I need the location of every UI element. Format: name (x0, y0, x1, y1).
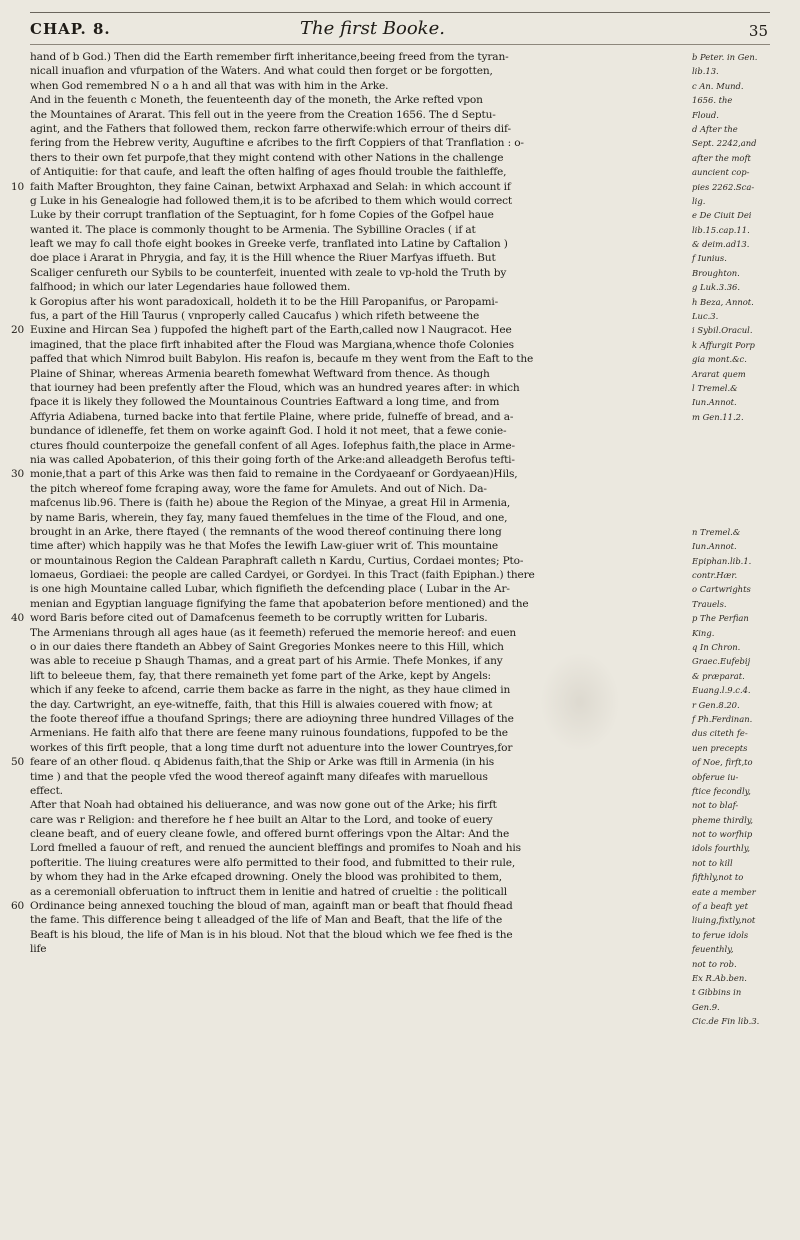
margin-note: contr.Hær. (692, 570, 738, 581)
margin-note (692, 496, 788, 510)
line-text: bundance of idleneffe, fet them on worke againft God. I hold it not meet, that a fewe conie- (30, 425, 507, 438)
margin-note: lig. (692, 195, 706, 206)
text-line (30, 525, 690, 539)
running-head (30, 18, 770, 46)
margin-notes-column (692, 50, 788, 1029)
margin-note: Broughton. (692, 267, 740, 278)
line-text: Affyria Adiabena, turned backe into that fertile Plaine, where pride, fulneffe of bread, and a- (30, 410, 514, 423)
margin-note (692, 482, 788, 496)
text-line (10, 180, 690, 194)
margin-note: auncient cop- (692, 167, 750, 178)
line-text: falfhood; in which our later Legendaries haue followed them. (30, 281, 351, 294)
line-text: of Antiquitie: for that caufe, and leaft the often halfing of ages fhould trouble the faithleffe, (30, 166, 507, 179)
text-line (30, 798, 690, 812)
text-line (30, 626, 690, 640)
text-line (30, 395, 690, 409)
margin-note: pies 2262.Sca- (692, 181, 755, 192)
text-line (30, 338, 690, 352)
main-text-column (10, 50, 690, 957)
line-text: time ) and that the people vfed the wood thereof againft many difeafes with maruellous (30, 770, 488, 783)
text-line (30, 194, 690, 208)
margin-note: m Gen.11.2. (692, 411, 744, 422)
line-text: g Luke in his Genealogie had followed them,it is to be afcribed to them which would correct (30, 194, 513, 207)
margin-note: d After the (692, 123, 738, 134)
line-text: care was r Religion: and therefore he f hee built an Altar to the Lord, and tooke of euery (30, 813, 493, 826)
margin-note: Sept. 2242,and (692, 138, 757, 149)
margin-note: eate a member (692, 886, 756, 897)
page-number: 35 (748, 22, 768, 40)
line-number: 20 (10, 324, 24, 337)
margin-note: liuing,fixtly,not (692, 915, 756, 926)
line-text: effect. (30, 784, 63, 797)
text-line (30, 928, 690, 942)
margin-note: fifthly,not to (692, 872, 744, 883)
margin-note: ftice fecondly, (692, 785, 751, 796)
book-title: The first Booke. (300, 18, 445, 39)
line-text: by whom they had in the Arke efcaped drowning. Onely the blood was prohibited to them, (30, 871, 502, 884)
text-line (30, 424, 690, 438)
text-line (30, 280, 690, 294)
margin-note: f Iunius. (692, 253, 727, 264)
text-line (10, 323, 690, 337)
line-text: the foote thereof iffue a thoufand Springs; there are adioyning three hundred Villages of the (30, 712, 514, 725)
line-text: Scaliger cenfureth our Sybils to be counterfeit, inuented with zeale to vp-hold the Truth by (30, 266, 507, 279)
line-text: nia was called Apobaterion, of this their going forth of the Arke:and alleadgeth Berofus tefti- (30, 453, 515, 466)
line-text: menian and Egyptian language fignifying the fame that apobaterion before mentioned) and the (30, 597, 529, 610)
margin-note: uen precepts (692, 742, 748, 753)
margin-note: q In Chron. (692, 642, 741, 653)
margin-note: k Affurgit Porp (692, 339, 755, 350)
text-line (30, 496, 690, 510)
text-line (30, 381, 690, 395)
margin-note: gia mont.&c. (692, 354, 747, 365)
line-text: nicall inuafion and vfurpation of the Waters. And what could then forget or be forgotten, (30, 65, 493, 78)
text-line (10, 611, 690, 625)
margin-note (692, 424, 788, 438)
header-rule (30, 44, 770, 45)
text-line (30, 482, 690, 496)
line-text: leaft we may fo call thofe eight bookes in Greeke verfe, tranflated into Latine by Caftalion ) (30, 238, 508, 251)
text-line (30, 554, 690, 568)
top-rule (30, 12, 770, 13)
margin-note: not to rob. (692, 958, 737, 969)
margin-note: e De Ciuit Dei (692, 210, 752, 221)
margin-note (692, 453, 788, 467)
text-line (30, 79, 690, 93)
margin-note: idols fourthly, (692, 843, 750, 854)
margin-note: & deim.ad13. (692, 239, 750, 250)
text-line (30, 136, 690, 150)
margin-note: Luc.3. (692, 311, 719, 322)
line-text: the Mountaines of Ararat. This fell out in the yeere from the Creation 1656. The d Septu- (30, 108, 496, 121)
margin-note: obferue iu- (692, 771, 739, 782)
line-text: the fame. This difference being t alleadged of the life of Man and Beaft, that the life of the (30, 914, 503, 927)
text-line (30, 582, 690, 596)
text-line (30, 856, 690, 870)
margin-note: not to kill (692, 857, 733, 868)
line-text: mafcenus lib.96. There is (faith he) aboue the Region of the Minyae, a great Hil in Armenia, (30, 497, 511, 510)
chapter-label: CHAP. 8. (30, 20, 111, 38)
line-text: o in our daies there ftandeth an Abbey of Saint Gregories Monkes neere to this Hill, which (30, 641, 504, 654)
margin-note: n Tremel.& (692, 526, 741, 537)
margin-note: Ex R.Ab.ben. (692, 973, 747, 983)
text-line (10, 755, 690, 769)
line-text: as a ceremoniall obferuation to inftruct them in lenitie and hatred of crueltie : the politicall (30, 885, 507, 898)
text-line (30, 352, 690, 366)
margin-note: feuenthly, (692, 944, 734, 955)
line-text: feare of an other floud. q Abidenus faith,that the Ship or Arke was ftill in Armenia (in his (30, 756, 495, 769)
line-text: Plaine of Shinar, whereas Armenia beareth fomewhat Weftward from thence. As though (30, 367, 490, 380)
line-text: which if any feeke to afcend, carrie them backe as farre in the night, as they haue climed in (30, 684, 511, 697)
margin-note: r Gen.8.20. (692, 699, 740, 710)
line-text: time after) which happily was he that Mofes the Iewifh Law-giuer writ of. This mountaine (30, 540, 499, 553)
margin-note: o Cartwrights (692, 584, 751, 595)
text-line (30, 913, 690, 927)
text-line (30, 108, 690, 122)
line-text: life (30, 943, 47, 956)
margin-note: Floud. (692, 109, 719, 120)
line-text: imagined, that the place firft inhabited after the Floud was Margiana,whence thofe Colonies (30, 338, 514, 351)
margin-note: lib.13. (692, 66, 719, 77)
text-line (30, 165, 690, 179)
line-text: wanted it. The place is commonly thought to be Armenia. The Sybilline Oracles ( if at (30, 223, 476, 236)
text-line (30, 597, 690, 611)
line-text: paffed that which Nimrod built Babylon. His reafon is, becaufe m they went from the Eaft to the (30, 353, 534, 366)
margin-note: b Peter. in Gen. (692, 52, 758, 62)
margin-note: Graec.Eufebij (692, 656, 751, 667)
line-text: the day. Cartwright, an eye-witneffe, faith, that this Hill is alwaies couered with fnow; at (30, 698, 493, 711)
text-line (30, 813, 690, 827)
margin-note: not to blaf- (692, 800, 739, 811)
line-text: Lord fmelled a fauour of reft, and renued the auncient bleffings and promifes to Noah and his (30, 842, 521, 855)
margin-note: Cic.de Fin lib.3. (692, 1016, 760, 1027)
line-text: hand of b God.) Then did the Earth remember firft inheritance,beeing freed from the tyran- (30, 51, 509, 63)
margin-note: of a beaft yet (692, 901, 748, 912)
line-number: 10 (10, 180, 24, 193)
margin-note: dus citeth fe- (692, 728, 748, 739)
margin-note: Trauels. (692, 598, 727, 609)
text-line (30, 266, 690, 280)
line-text: After that Noah had obtained his deliuerance, and was now gone out of the Arke; his firft (30, 799, 497, 812)
line-number: 50 (10, 756, 24, 769)
margin-note: King. (692, 627, 715, 638)
text-line (30, 870, 690, 884)
line-text: faith Mafter Broughton, they faine Cainan, betwixt Arphaxad and Selah: in which account if (30, 180, 511, 193)
line-text: And in the feuenth c Moneth, the feuenteenth day of the moneth, the Arke refted vpon (30, 94, 483, 107)
text-line (30, 251, 690, 265)
line-text: by name Baris, wherein, they fay, many faued themfelues in the time of the Floud, and one, (30, 511, 508, 524)
margin-note: after the moft (692, 152, 751, 163)
text-line (30, 295, 690, 309)
text-line (30, 208, 690, 222)
margin-note: & præparat. (692, 670, 745, 681)
margin-note: Gen.9. (692, 1001, 720, 1012)
line-text: word Baris before cited out of Damafcenus feemeth to be corruptly written for Lubaris. (30, 612, 488, 625)
margin-note: 1656. the (692, 95, 733, 106)
text-line (30, 122, 690, 136)
line-number: 40 (10, 612, 24, 625)
line-text: Luke by their corrupt tranflation of the Septuagint, for h fome Copies of the Gofpel haue (30, 209, 494, 222)
margin-note: to ferue idols (692, 929, 749, 940)
line-number: 60 (10, 900, 24, 913)
line-text: the pitch whereof fome fcraping away, wore the fame for Amulets. And out of Nich. Da- (30, 482, 487, 495)
line-text: cleane beaft, and of euery cleane fowle, and offered burnt offerings vpon the Altar: And the (30, 828, 510, 841)
line-text: Euxine and Hircan Sea ) fuppofed the higheft part of the Earth,called now l Naugracot. Hee (30, 324, 512, 337)
margin-note: p The Perfian (692, 613, 749, 624)
text-line (30, 511, 690, 525)
text-line (30, 568, 690, 582)
line-text: or mountainous Region the Caldean Paraphraft calleth n Kardu, Curtius, Cordaei montes; Pto- (30, 554, 524, 567)
line-text: k Goropius after his wont paradoxicall, holdeth it to be the Hill Paropanifus, or Paropami- (30, 295, 499, 308)
text-line (30, 784, 690, 798)
margin-note: lib.15.cap.11. (692, 224, 750, 235)
margin-note: c An. Mund. (692, 80, 744, 91)
text-line (30, 885, 690, 899)
text-line (30, 453, 690, 467)
line-text: The Armenians through all ages haue (as it feemeth) referued the memorie hereof: and euen (30, 626, 517, 639)
text-line (30, 309, 690, 323)
margin-note: Ararat quem (692, 368, 746, 379)
margin-note: Epiphan.lib.1. (692, 555, 752, 566)
line-text: fus, a part of the Hill Taurus ( vnproperly called Caucafus ) which rifeth betweene the (30, 310, 480, 323)
text-line (30, 223, 690, 237)
text-line (30, 367, 690, 381)
line-text: doe place i Ararat in Phrygia, and fay, it is the Hill whence the Riuer Marfyas iffueth. But (30, 252, 496, 265)
line-text: brought in an Arke, there ftayed ( the remnants of the wood thereof continuing there long (30, 525, 502, 538)
line-text: that iourney had been prefently after the Floud, which was an hundred yeares after: in which (30, 381, 520, 394)
margin-note: t Gibbins in (692, 987, 742, 998)
line-text: workes of this firft people, that a long time durft not aduenture into the lower Countryes,for (30, 741, 513, 754)
margin-note (692, 439, 788, 453)
margin-note: Iun.Annot. (692, 397, 737, 408)
line-text: lomaeus, Gordiaei: the people are called Cardyei, or Gordyei. In this Tract (faith Epiphan.) there (30, 569, 535, 582)
text-line (30, 410, 690, 424)
margin-note: l Tremel.& (692, 382, 738, 393)
line-number: 30 (10, 468, 24, 481)
margin-note: h Beza, Annot. (692, 296, 754, 307)
text-line (30, 942, 690, 956)
margin-note: f Ph.Ferdinan. (692, 713, 753, 724)
line-text: lift to beleeue them, fay, that there remaineth yet fome part of the Arke, kept by Angels: (30, 669, 491, 682)
line-text: pofteritie. The liuing creatures were alfo permitted to their food, and fubmitted to their rule, (30, 856, 516, 869)
margin-note: of Noe, firft,to (692, 757, 753, 768)
text-line (30, 237, 690, 251)
margin-note: Euang.l.9.c.4. (692, 685, 751, 696)
line-text: Beaft is his bloud, the life of Man is in his bloud. Not that the bloud which we fee fhed is the (30, 928, 513, 941)
text-line (30, 93, 690, 107)
line-text: agint, and the Fathers that followed them, reckon farre otherwife:which errour of theirs dif- (30, 122, 511, 135)
text-line (30, 50, 690, 64)
text-line (10, 899, 690, 913)
margin-note: not to worfhip (692, 829, 753, 840)
line-text: was able to receiue p Shaugh Thamas, and a great part of his Armie. Thefe Monkes, if any (30, 655, 503, 668)
line-text: thers to their own fet purpofe,that they might contend with other Nations in the challenge (30, 151, 504, 164)
margin-note: Iun.Annot. (692, 541, 737, 552)
line-text: fering from the Hebrew verity, Auguftine e afcribes to the firft Coppiers of that Tranflation : o- (30, 137, 524, 150)
text-line (30, 439, 690, 453)
text-line (30, 151, 690, 165)
line-text: monie,that a part of this Arke was then faid to remaine in the Cordyaeanf or Gordyaean)Hils, (30, 468, 518, 481)
text-line (30, 841, 690, 855)
line-text: Armenians. He faith alfo that there are feene many ruinous foundations, fuppofed to be the (30, 727, 508, 740)
line-text: is one high Mountaine called Lubar, which fignifieth the defcending place ( Lubar in the Ar- (30, 583, 510, 596)
margin-note: g Luk.3.36. (692, 282, 741, 293)
line-text: Ordinance being annexed touching the bloud of man, againft man or beaft that fhould fhead (30, 900, 513, 913)
line-text: ctures fhould counterpoize the genefall confent of all Ages. Iofephus faith,the place in Arme- (30, 439, 515, 452)
line-text: when God remembred N o a h and all that was with him in the Arke. (30, 79, 389, 92)
margin-note (692, 467, 788, 481)
margin-note: pheme thirdly, (692, 814, 754, 825)
text-line (30, 539, 690, 553)
line-text: fpace it is likely they followed the Mountainous Countries Eaftward a long time, and from (30, 396, 500, 409)
page-stain (540, 652, 620, 752)
text-line (10, 467, 690, 481)
text-line (30, 64, 690, 78)
text-line (30, 827, 690, 841)
margin-note: i Sybil.Oracul. (692, 325, 753, 336)
text-line (30, 770, 690, 784)
margin-note (692, 511, 788, 525)
